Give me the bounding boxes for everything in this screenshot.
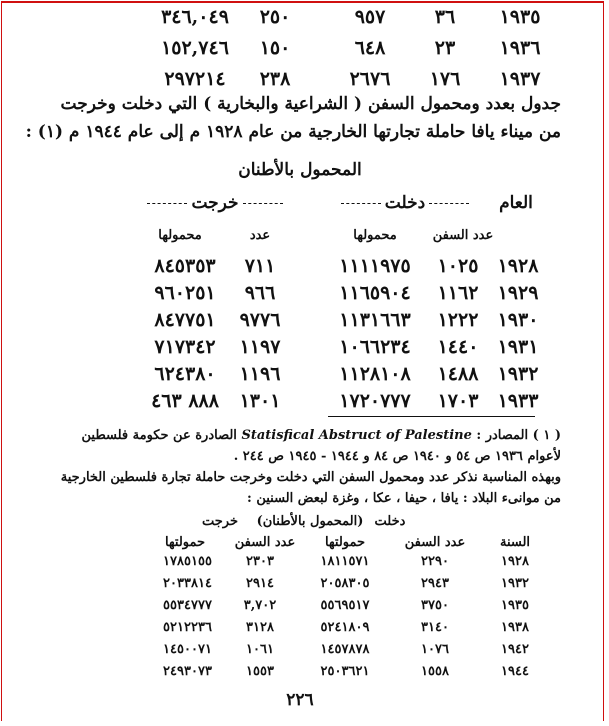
table-cell: ١٠٦١ <box>246 642 274 657</box>
table-cell: ٢٩١٤ <box>246 576 274 591</box>
table-cell: ١١١١٩٧٥ <box>339 255 411 277</box>
table-cell: ٨٤٧٧٥١ <box>154 309 216 331</box>
jaffa-header-exited: خرجت <box>140 193 290 213</box>
table-cell: ٢٥٠٣٦٢١ <box>320 664 370 679</box>
table-cell: ٦٤٨ <box>354 37 386 59</box>
ports-sub-year: السنة <box>499 535 531 550</box>
table-cell: ١٩٣٢ <box>497 363 539 385</box>
table-cell: ٧١٧٣٤٢ <box>154 336 216 358</box>
table-cell: ١٩٤٢ <box>501 642 529 657</box>
table-cell: ١٩٣٢ <box>501 576 529 591</box>
table-cell: ١٧٠٣ <box>437 390 479 412</box>
table-cell: ١١٦٢ <box>437 282 479 304</box>
jaffa-sub-cargo: محمولها <box>353 228 397 243</box>
table-cell: ٢٩٧٢١٤ <box>164 68 226 90</box>
ports-header-entered: دخلت <box>374 514 406 529</box>
table-cell: ٩٦٦ <box>244 282 276 304</box>
jaffa-sub-cargo2: محمولها <box>158 228 202 243</box>
table-cell: ١٤٥٧٨٧٨ <box>320 642 370 657</box>
jaffa-title-line2: من ميناء يافا حاملة تجارتها الخارجية من عام ١٩٢٨ م إلى عام ١٩٤٤ م (١) : <box>25 122 561 142</box>
table-cell: ١٩٣٨ <box>501 620 529 635</box>
table-cell: ٢٠٥٨٣٠٥ <box>320 576 370 591</box>
table-cell: ١٤٤٠ <box>437 336 479 358</box>
footnote-line3: وبهذه المناسبة نذكر عدد ومحمول السفن التي دخلت وخرجت حاملة تجارة فلسطين الخارجية <box>60 470 561 485</box>
jaffa-sub-ships: عدد السفن <box>432 228 494 243</box>
table-cell: ١٠٧٦ <box>421 642 449 657</box>
table-cell: ١٣٠١ <box>239 390 281 412</box>
table-cell: ٩٥٧ <box>354 6 386 28</box>
table-cell: ٥٥٦٩٥١٧ <box>320 598 370 613</box>
table-cell: ١١٣١٦٦٣ <box>339 309 411 331</box>
ports-header-unit: (المحمول بالأطنان) <box>256 514 364 529</box>
table-cell: ٣١٤٠ <box>421 620 449 635</box>
table-cell: ٢٣٠٣ <box>246 554 274 569</box>
table-cell: ١١٢٨١٠٨ <box>339 363 411 385</box>
table-cell: ١٩٢٩ <box>497 282 539 304</box>
table-cell: ١٢٢٢ <box>437 309 479 331</box>
ports-sub-cargo: حمولتها <box>324 535 366 550</box>
table-cell: ١٩٢٨ <box>497 255 539 277</box>
table-cell: ٥٢١٢٢٣٦ <box>163 620 212 635</box>
table-cell: ١٤٥٠٠٧١ <box>163 642 212 657</box>
table-cell: ٩٧٧٦ <box>239 309 281 331</box>
jaffa-sub-count: عدد <box>249 228 271 243</box>
table-cell: ١٧٢٠٧٧٧ <box>339 390 411 412</box>
table-cell: ٥٥٣٤٧٧٧ <box>163 598 212 613</box>
footnote-rule <box>328 416 535 417</box>
table-cell: ١٩٣٦ <box>499 37 541 59</box>
table-cell: ٢٩٤٣ <box>421 576 449 591</box>
ports-sub-cargo2: حمولتها <box>164 535 206 550</box>
ports-sub-ships2: عدد السفن <box>234 535 296 550</box>
table-cell: ١٠٢٥ <box>437 255 479 277</box>
table-cell: ٣٤٦,٠٤٩ <box>161 6 229 28</box>
table-cell: ١٧٦ <box>429 68 461 90</box>
table-cell: ٨٨٨ ٤٦٣ <box>151 390 219 412</box>
jaffa-subtitle: المحمول بالأطنان <box>238 160 362 180</box>
table-cell: ٢٣ <box>434 37 456 59</box>
table-cell: ١٩٣٠ <box>497 309 539 331</box>
table-cell: ١٩٢٨ <box>501 554 529 569</box>
table-cell: ٣١٢٨ <box>246 620 274 635</box>
table-cell: ١٥٥٨ <box>421 664 449 679</box>
footnote-line4: من موانىء البلاد : يافا ، حيفا ، عكا ، وغزة لبعض السنين : <box>247 491 561 506</box>
table-cell: ١٩٣٥ <box>501 598 529 613</box>
table-cell: ١٨١١٥٧١ <box>320 554 370 569</box>
table-cell: ١٥٠ <box>259 37 291 59</box>
jaffa-header-entered: دخلت <box>330 193 480 213</box>
table-cell: ٥٢٤١٨٠٩ <box>320 620 370 635</box>
table-cell: ١١٩٦ <box>239 363 281 385</box>
table-cell: ١٩٣٧ <box>499 68 541 90</box>
table-cell: ١٩٣٣ <box>497 390 539 412</box>
table-cell: ٢٢٩٠ <box>421 554 449 569</box>
page-number: ٢٢٦ <box>286 690 314 710</box>
table-cell: ١٠٦٦٢٣٤ <box>339 336 411 358</box>
table-cell: ٢٦٧٦ <box>349 68 391 90</box>
table-cell: ٢٤٩٣٠٧٣ <box>163 664 212 679</box>
table-cell: ٣٦ <box>434 6 456 28</box>
footnote-line1: ( ١ ) المصادر : Statisfical Abstruct of Palestine الصادرة عن حكومة فلسطين <box>81 428 561 443</box>
footnote-line2: لأعوام ١٩٣٦ ص ٥٤ و ١٩٤٠ ص ٨٤ و ١٩٤٤ - ١٩٤٥ ص ٢٤٤ . <box>233 449 561 464</box>
jaffa-title-line1: جدول بعدد ومحمول السفن ( الشراعية والبخارية ) التي دخلت وخرجت <box>60 94 561 114</box>
table-cell: ٨٤٥٣٥٣ <box>154 255 216 277</box>
table-cell: ٣,٧٠٢ <box>243 598 277 613</box>
table-cell: ٢٣٨ <box>259 68 291 90</box>
table-cell: ١١٩٧ <box>239 336 281 358</box>
table-cell: ١٥٢,٧٤٦ <box>161 37 229 59</box>
ports-sub-ships: عدد السفن <box>404 535 466 550</box>
table-cell: ٦٢٤٣٨٠ <box>154 363 216 385</box>
table-cell: ١٩٤٤ <box>501 664 529 679</box>
table-cell: ١٩٣٥ <box>499 6 541 28</box>
table-cell: ٢٥٠ <box>259 6 291 28</box>
ports-header-exited: خرجت <box>201 514 238 529</box>
table-cell: ١٥٥٣ <box>246 664 274 679</box>
table-cell: ٢٠٣٣٨١٤ <box>163 576 212 591</box>
table-cell: ١١٦٥٩٠٤ <box>339 282 411 304</box>
table-cell: ١٩٣١ <box>497 336 539 358</box>
jaffa-header-year: العام <box>499 193 533 213</box>
table-cell: ١٤٨٨ <box>437 363 479 385</box>
table-cell: ١٧٨٥١٥٥ <box>163 554 212 569</box>
table-cell: ٧١١ <box>244 255 276 277</box>
table-cell: ٣٧٥٠ <box>421 598 449 613</box>
table-cell: ٩٦٠٢٥١ <box>154 282 216 304</box>
